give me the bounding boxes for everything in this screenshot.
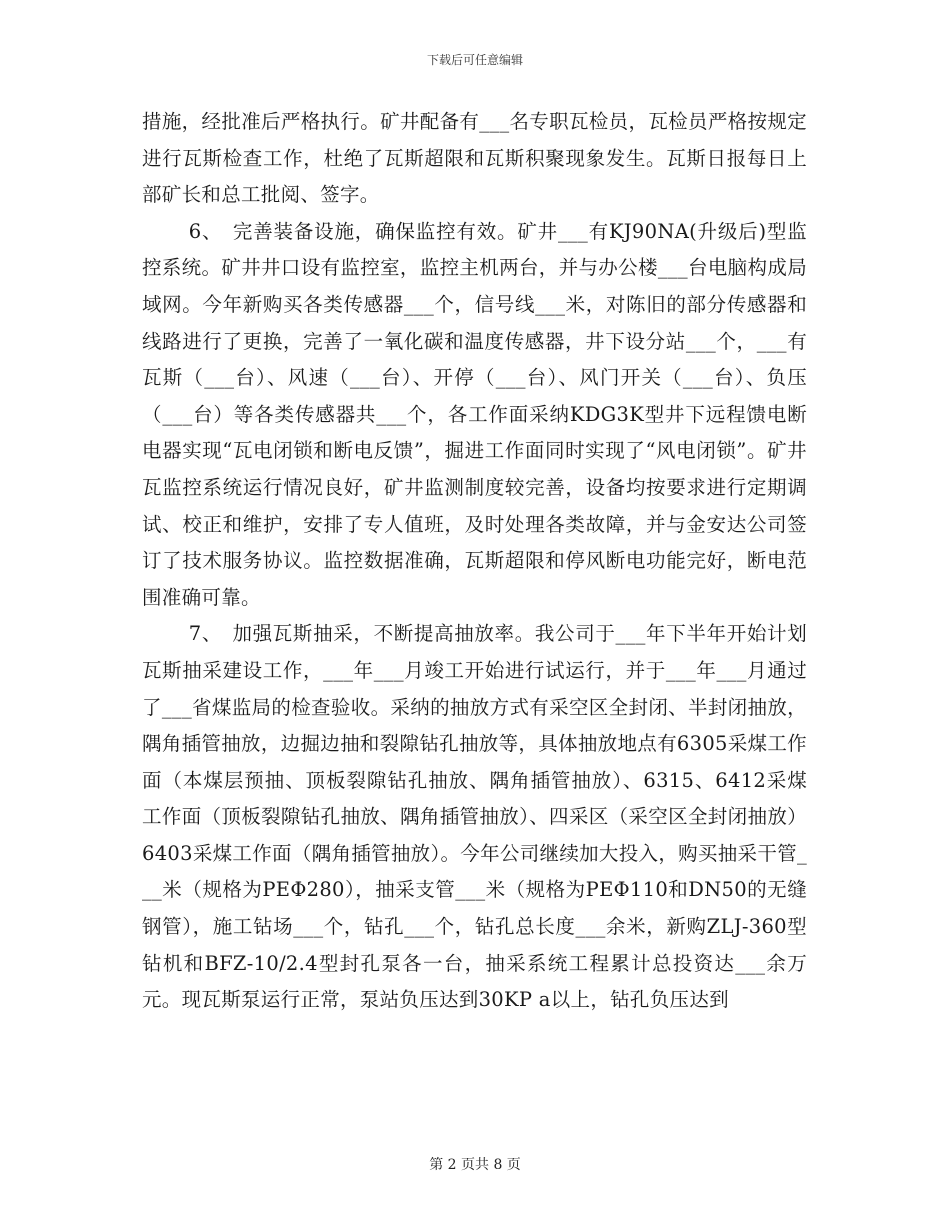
- page-footer: [0, 1156, 950, 1174]
- page-number: 第 2 页共 8 页: [429, 1157, 521, 1173]
- page-header: [0, 52, 950, 68]
- paragraph-continuation: 措施，经批准后严格执行。矿井配备有___名专职瓦检员，瓦检员严格按规定进行瓦斯检查工作，杜绝了瓦斯超限和瓦斯积聚现象发生。瓦斯日报每日上部矿长和总工批阅、签字。: [142, 110, 807, 207]
- header-note: 下载后可任意编辑: [426, 53, 523, 67]
- paragraph-item-6: 6、 完善装备设施，确保监控有效。矿井___有KJ90NA(升级后)型监控系统。矿井井口设有监控室，监控主机两台，并与办公楼___台电脑构成局域网。今年新购买各类传感器___个，信号线___米，对陈旧的部分传感器和线路进行了更换，完善了一氧化碳和温度传感器，井下设分站___个，___有瓦斯（___台）、风速（___台）、开停（___台）、风门开关（___台）、负压（___台）等各类传感器共___个，各工作面采纳KDG3K型井下远程馈电断电器实现“瓦电闭锁和断电反馈”，掘进工作面同时实现了“风电闭锁”。矿井瓦监控系统运行情况良好，矿井监测制度较完善，设备均按要求进行定期调试、校正和维护，安排了专人值班，及时处理各类故障，并与金安达公司签订了技术服务协议。监控数据准确，瓦斯超限和停风断电功能完好，断电范围准确可靠。: [142, 219, 807, 609]
- paragraph-item-7: 7、 加强瓦斯抽采，不断提高抽放率。我公司于___年下半年开始计划瓦斯抽采建设工作，___年___月竣工开始进行试运行，并于___年___月通过了___省煤监局的检查验收。采纳的抽放方式有采空区全封闭、半封闭抽放，隅角插管抽放，边掘边抽和裂隙钻孔抽放等，具体抽放地点有6305采煤工作面（本煤层预抽、顶板裂隙钻孔抽放、隅角插管抽放）、6315、6412采煤工作面（顶板裂隙钻孔抽放、隅角插管抽放）、四采区（采空区全封闭抽放）6403采煤工作面（隅角插管抽放）。今年公司继续加大投入，购买抽采干管___米（规格为PEΦ280），抽采支管___米（规格为PEΦ110和DN50的无缝钢管），施工钻场___个，钻孔___个，钻孔总长度___余米，新购ZLJ-360型钻机和BFZ-10/2.4型封孔泵各一台，抽采系统工程累计总投资达___余万元。现瓦斯泵运行正常，泵站负压达到30KP a以上，钻孔负压达到: [142, 622, 807, 1012]
- document-body: [142, 104, 807, 1019]
